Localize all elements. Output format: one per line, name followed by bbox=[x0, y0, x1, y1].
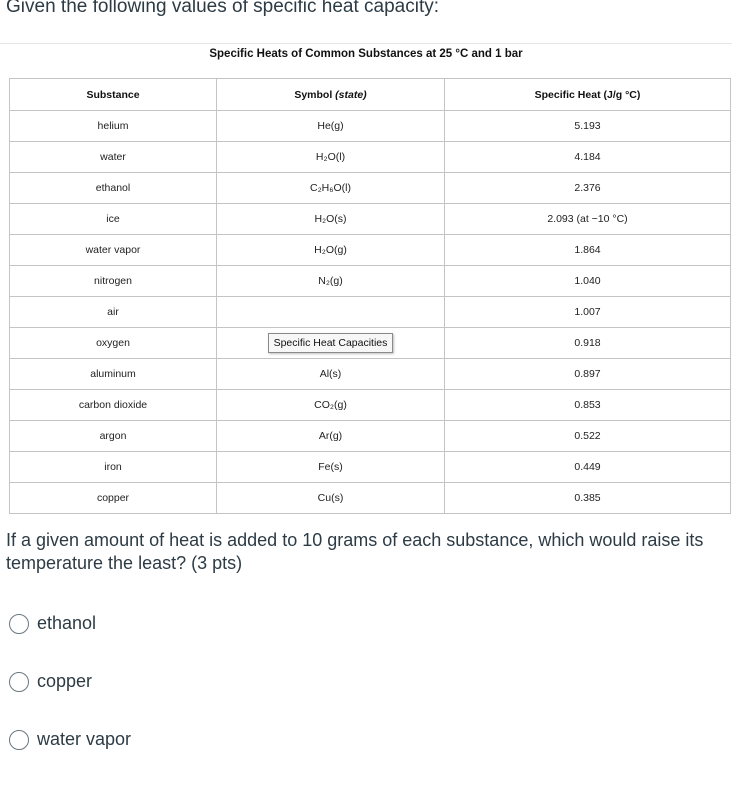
substance-cell: helium bbox=[10, 111, 217, 142]
answer-option[interactable] bbox=[9, 729, 131, 750]
radio-button-icon[interactable] bbox=[9, 614, 29, 634]
answer-option-label: ethanol bbox=[37, 613, 97, 633]
substance-cell: aluminum bbox=[10, 359, 217, 390]
symbol-cell bbox=[217, 328, 445, 359]
specific-heat-cell: 2.093 (at −10 °C) bbox=[445, 204, 731, 235]
table-body bbox=[10, 111, 731, 514]
table-row bbox=[10, 359, 731, 390]
symbol-cell: Fe(s) bbox=[217, 452, 445, 483]
symbol-cell: N₂(g) bbox=[217, 266, 445, 297]
symbol-cell: Cu(s) bbox=[217, 483, 445, 514]
answer-option-label: copper bbox=[37, 671, 93, 691]
table-row bbox=[10, 421, 731, 452]
table-row bbox=[10, 111, 731, 142]
answer-option[interactable] bbox=[9, 671, 92, 692]
table-row bbox=[10, 452, 731, 483]
tooltip-specific-heat-capacities: Specific Heat Capacities bbox=[268, 333, 394, 353]
symbol-cell: CO₂(g) bbox=[217, 390, 445, 421]
substance-cell: air bbox=[10, 297, 217, 328]
header-specific-heat: Specific Heat (J/g °C) bbox=[445, 79, 731, 111]
symbol-cell: Ar(g) bbox=[217, 421, 445, 452]
table-caption: Specific Heats of Common Substances at 25 °C and 1 bar bbox=[209, 48, 523, 60]
specific-heat-cell: 4.184 bbox=[445, 142, 731, 173]
header-symbol-label: Symbol bbox=[294, 88, 333, 101]
table-row bbox=[10, 266, 731, 297]
substance-cell: carbon dioxide bbox=[10, 390, 217, 421]
substance-cell: copper bbox=[10, 483, 217, 514]
table-row bbox=[10, 390, 731, 421]
specific-heat-cell: 0.897 bbox=[445, 359, 731, 390]
specific-heat-cell: 2.376 bbox=[445, 173, 731, 204]
question-text: If a given amount of heat is added to 10 grams of each substance, which would raise its temperature the least? (3 pts) bbox=[6, 530, 704, 573]
substance-cell: iron bbox=[10, 452, 217, 483]
answer-option[interactable] bbox=[9, 613, 96, 634]
table-row bbox=[10, 173, 731, 204]
symbol-cell: H₂O(s) bbox=[217, 204, 445, 235]
divider bbox=[0, 43, 732, 44]
radio-button-icon[interactable] bbox=[9, 730, 29, 750]
specific-heat-cell: 0.449 bbox=[445, 452, 731, 483]
substance-cell: ethanol bbox=[10, 173, 217, 204]
table-row bbox=[10, 297, 731, 328]
symbol-cell: H₂O(l) bbox=[217, 142, 445, 173]
substance-cell: water bbox=[10, 142, 217, 173]
substance-cell: nitrogen bbox=[10, 266, 217, 297]
specific-heat-table bbox=[9, 78, 731, 514]
specific-heat-cell: 0.918 bbox=[445, 328, 731, 359]
specific-heat-cell: 0.522 bbox=[445, 421, 731, 452]
table-row bbox=[10, 142, 731, 173]
symbol-cell bbox=[217, 297, 445, 328]
specific-heat-cell: 0.385 bbox=[445, 483, 731, 514]
table-row bbox=[10, 483, 731, 514]
symbol-cell: Al(s) bbox=[217, 359, 445, 390]
specific-heat-cell: 1.040 bbox=[445, 266, 731, 297]
specific-heat-cell: 0.853 bbox=[445, 390, 731, 421]
symbol-cell: C₂H₆O(l) bbox=[217, 173, 445, 204]
substance-cell: oxygen bbox=[10, 328, 217, 359]
substance-cell: ice bbox=[10, 204, 217, 235]
specific-heat-cell: 1.864 bbox=[445, 235, 731, 266]
specific-heat-cell: 5.193 bbox=[445, 111, 731, 142]
table-row bbox=[10, 235, 731, 266]
header-symbol-state: (state) bbox=[335, 88, 367, 101]
answer-option-label: water vapor bbox=[37, 729, 132, 749]
radio-button-icon[interactable] bbox=[9, 672, 29, 692]
symbol-cell: He(g) bbox=[217, 111, 445, 142]
symbol-cell: H₂O(g) bbox=[217, 235, 445, 266]
specific-heat-cell: 1.007 bbox=[445, 297, 731, 328]
header-substance: Substance bbox=[10, 79, 217, 111]
substance-cell: argon bbox=[10, 421, 217, 452]
substance-cell: water vapor bbox=[10, 235, 217, 266]
table-row bbox=[10, 204, 731, 235]
table-row bbox=[10, 328, 731, 359]
table-header-row bbox=[10, 79, 731, 111]
header-symbol bbox=[217, 79, 445, 111]
intro-text: Given the following values of specific heat capacity: bbox=[6, 0, 440, 17]
